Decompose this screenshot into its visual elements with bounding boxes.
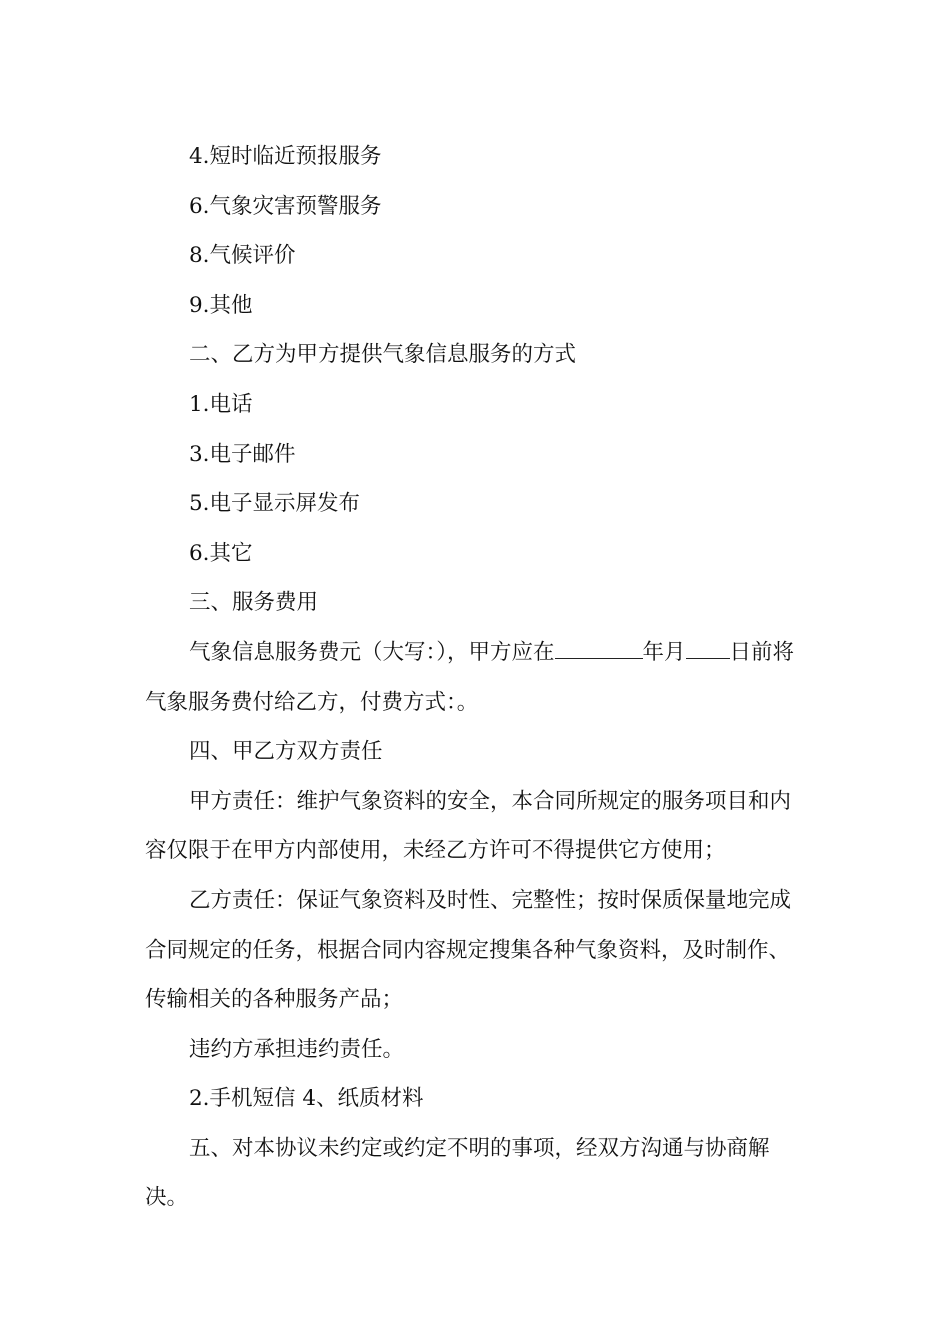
fee-text-1: 气象信息服务费元（大写：），甲方应在 — [189, 639, 555, 665]
party-a-responsibility: 甲方责任：维护气象资料的安全，本合同所规定的服务项目和内容仅限于在甲方内部使用，未经乙方许可不得提供它方使用； — [145, 788, 792, 864]
method-email: 3.电子邮件 — [189, 441, 296, 467]
item-short-term-forecast: 4.短时临近预报服务 — [189, 144, 382, 169]
blank-year-field — [555, 640, 643, 659]
item-disaster-warning: 6.气象灾害预警服务 — [189, 193, 382, 219]
item-other: 9.其他 — [189, 292, 253, 318]
method-other: 6.其它 — [189, 540, 253, 566]
item-climate-evaluation: 8.气候评价 — [189, 243, 296, 269]
fee-text-3: 日前将气象服务费付给乙方，付费方式：。 — [145, 639, 795, 715]
method-phone: 1.电话 — [189, 391, 253, 417]
section-heading-service-methods: 二、乙方为甲方提供气象信息服务的方式 — [189, 342, 577, 368]
fee-paragraph — [145, 628, 810, 727]
section-heading-responsibilities: 四、甲乙方双方责任 — [189, 739, 383, 765]
party-b-responsibility: 乙方责任：保证气象资料及时性、完整性；按时保质保量地完成合同规定的任务，根据合同内容规定搜集各种气象资料，及时制作、传输相关的各种服务产品； — [145, 887, 792, 1013]
blank-day-field — [686, 640, 730, 659]
breach-liability: 违约方承担违约责任。 — [189, 1036, 405, 1062]
fee-text-2: 年月 — [642, 639, 686, 665]
section-heading-service-fee: 三、服务费用 — [189, 590, 319, 616]
section-heading-unagreed-matters: 五、对本协议未约定或约定不明的事项，经双方沟通与协商解决。 — [145, 1135, 770, 1211]
method-sms-paper: 2.手机短信 4、纸质材料 — [189, 1086, 424, 1112]
document-body — [145, 132, 810, 1223]
method-display-screen: 5.电子显示屏发布 — [189, 491, 361, 517]
